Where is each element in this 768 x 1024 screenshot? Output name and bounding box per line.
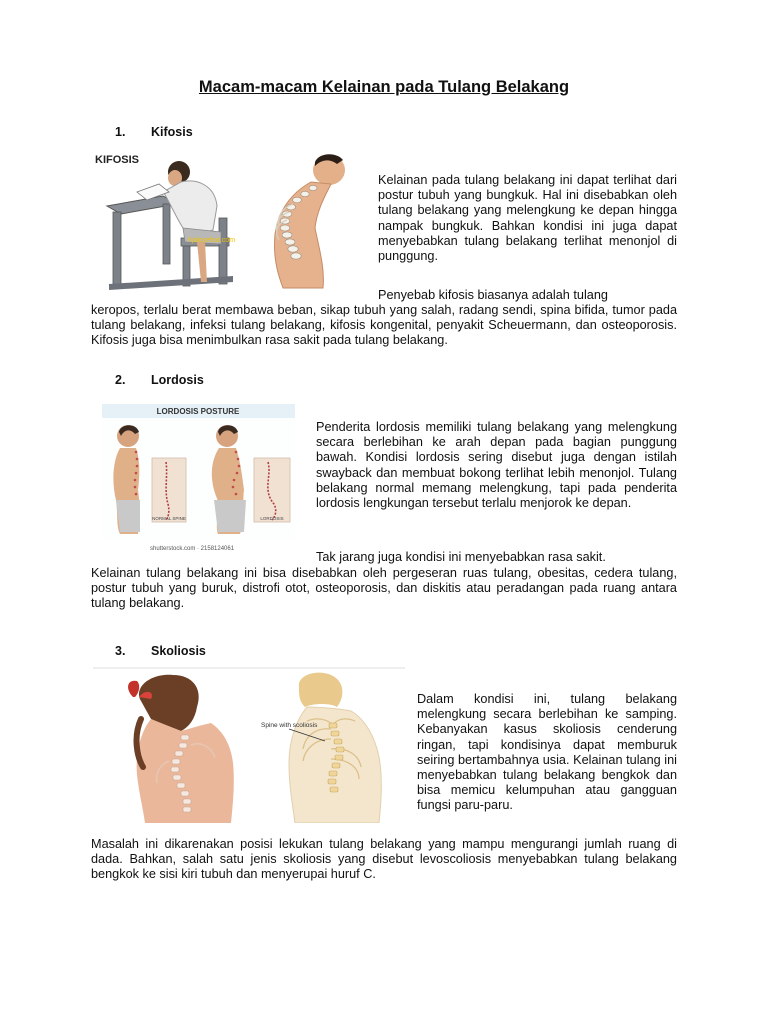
- kifosis-cause-intro: Penyebab kifosis biasanya adalah tulang: [378, 288, 608, 302]
- section-heading-skoliosis: [115, 644, 206, 658]
- lordosis-label-lordosis: LORDOSIS: [260, 516, 284, 521]
- skoliosis-description: Dalam kondisi ini, tulang belakang melengkung secara berlebihan ke samping. Kebanyakan kasus skoliosis cenderung ringan, tapi kondisinya dapat memburuk seiring bertambahnya usia. Kelainan tulang ini menyebabkan tulang belakang bengkok dan bisa memicu kelumpuhan atau gangguan fungsi paru-paru.: [417, 692, 677, 813]
- section-number: 3.: [115, 644, 126, 658]
- lordosis-figure-credit: shutterstock.com · 2158124061: [150, 546, 235, 552]
- section-title: Kifosis: [151, 125, 193, 139]
- lordosis-cause-intro: Tak jarang juga kondisi ini menyebabkan rasa sakit.: [316, 550, 606, 564]
- section-heading-lordosis: [115, 373, 204, 387]
- skoliosis-illustration: [93, 667, 405, 823]
- skoliosis-figure-label: Spine with scoliosis: [261, 722, 318, 729]
- kifosis-illustration: [93, 148, 365, 298]
- kifosis-watermark: hjalosehat.com: [188, 237, 236, 244]
- lordosis-figure-title: LORDOSIS POSTURE: [156, 407, 240, 416]
- section-number: 1.: [115, 125, 126, 139]
- lordosis-illustration: [102, 404, 295, 554]
- section-heading-kifosis: [115, 125, 193, 139]
- kifosis-description: Kelainan pada tulang belakang ini dapat terlihat dari postur tubuh yang bungkuk. Hal ini disebabkan oleh tulang belakang yang melengkung ke depan hingga nampak bungkuk. Bahkan kondisi ini juga dapat menyebabkan tulang belakang terlihat menonjol di punggung.: [378, 173, 677, 264]
- lordosis-description: Penderita lordosis memiliki tulang belakang yang melengkung secara berlebihan ke arah depan pada bagian punggung bawah. Kondisi lordosis sering disebut juga dengan istilah swayback dan membuat bokong terlihat lebih menonjol. Tulang belakang normal memang melengkung, tapi pada penderita lordosis lengkungan tersebut terlalu menjorok ke depan.: [316, 420, 677, 511]
- section-number: 2.: [115, 373, 126, 387]
- kifosis-cause-text: keropos, terlalu berat membawa beban, sikap tubuh yang salah, radang sendi, spina bifida, tumor pada tulang belakang, infeksi tulang belakang, kifosis kongenital, penyakit Scheuermann, dan osteoporosis. Kifosis juga bisa menimbulkan rasa sakit pada tulang belakang.: [91, 303, 677, 348]
- lordosis-cause-text: Kelainan tulang belakang ini bisa disebabkan oleh pergeseran ruas tulang, obesitas, cedera tulang, postur tubuh yang buruk, distrofi otot, osteoporosis, dan diskitis atau peradangan pada ruang antara tulang belakang.: [91, 566, 677, 611]
- kifosis-figure-caption: KIFOSIS: [95, 154, 140, 166]
- skoliosis-cause-text: Masalah ini dikarenakan posisi lekukan tulang belakang yang mampu mengurangi jumlah ruang di dada. Bahkan, salah satu jenis skoliosis yang disebut levoscoliosis menyebabkan tulang belakang bengkok ke sisi kiri tubuh dan menyerupai huruf C.: [91, 837, 677, 882]
- lordosis-label-normal: NORMAL SPINE: [152, 516, 186, 521]
- page-title: Macam-macam Kelainan pada Tulang Belakang: [198, 78, 570, 96]
- section-title: Lordosis: [151, 373, 204, 387]
- section-title: Skoliosis: [151, 644, 206, 658]
